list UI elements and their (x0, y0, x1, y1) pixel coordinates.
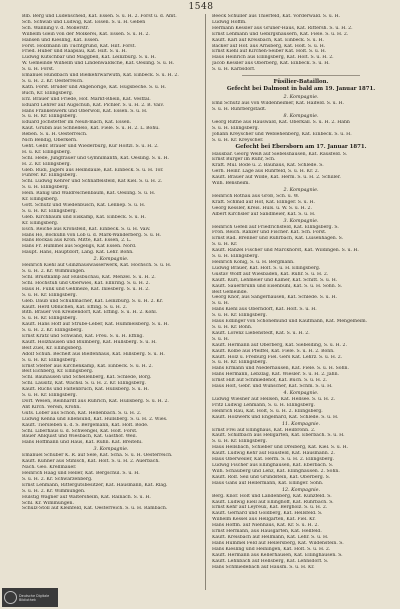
list-entry: Kauft. Ludwig Eiell auf Ellinghoff, Kat. Ruhrbach. S. (212, 499, 334, 505)
list-entry: Kauft. Holzwerk und Engelhard, Kat. Schlede. S. u. H. (212, 414, 339, 420)
list-entry: S. u. H. Kr. Ellingsberg. (22, 316, 78, 322)
list-entry: S. u. H. 2. Kr. Ellingsberg. (22, 328, 83, 334)
list-entry: Hans Hummel Feld auf Hellersberg, Kat. Wildenstein. S. (212, 540, 344, 546)
list-entry: S. u. H. Kr. Kreyscher. (212, 137, 264, 143)
list-entry: S. u. H. Forst. (22, 67, 55, 73)
list-entry: Fried. Huber und Raapsau, Kat. Hilt. S. u. H. (22, 49, 127, 55)
list-entry: W. Gemeinde Wilhelm und Lindenwaldsche, Kat. Oesling. S. u. H. (22, 61, 175, 67)
list-entry: Reben. S. u. H. Oesterreich. (22, 132, 88, 138)
list-entry: Hans Schmiedebach auf Hausm. S. u. H. Kr. (212, 564, 315, 570)
list-entry: Gerh. Heinr. Lage aus Ruhrfeld, S. u. H. Kr. 2. (212, 169, 320, 175)
list-entry: Kauft. Kuhner aus Stihlsch, Kat. Holt. S. u. H. 2. Auerbach. (22, 459, 160, 465)
company-heading: 2. Kompagnie. (283, 95, 319, 101)
left-column (22, 14, 200, 590)
list-entry: Sch. Wanning v. d. Möllerstr. (22, 25, 89, 31)
list-entry: Bauer Ahlquist und Wiesbach, Kat. Gasthof. Weil. (22, 434, 138, 440)
list-entry: Sch. Schwab und Ludwig, Kat. Essen. S. u. H. Geben (22, 19, 146, 25)
list-entry: Guts. Lober aus Schön, Kat. Hellenbach. S. u. H. 2. (22, 410, 142, 416)
stamp-text (19, 594, 49, 602)
page-header (0, 2, 400, 14)
list-entry: S. u. H. 2. Kr. Schwarzenberg. (22, 476, 93, 482)
list-entry: Emil Schütz aus von Wildenheimer, Kat. Haifeld. S. u. H. (212, 101, 344, 107)
list-entry: Wilhelm Glein von der Molkerei, Kat. Essen. S. u. H. 2. (22, 31, 150, 37)
battalion-title: Füsilier-Bataillon. (273, 79, 329, 86)
list-entry: Gleb. Rudi, Jägers aus Heimdaule, Kat. Einbeck. S. u. H. Tor. (22, 167, 164, 173)
list-entry: Ernst Stelter aus Kirchenkamp, Kat. Einbeck. S. u. H. 2. (22, 363, 153, 369)
list-entry: Fröh. Reich. Ranzer und Fischer. Kat. Sch. Forst. (212, 230, 327, 236)
list-entry: S. u. H. Kr. Ellingsberg. (22, 292, 78, 298)
list-entry: Gustav Wolff auf Wiesbaden, Kat. Ruhr. S. u. H. 2. (212, 271, 329, 277)
list-entry: Ernst Hermann, aus Hausgarten, Kat. Hellfeld. (212, 529, 322, 535)
column-divider (205, 14, 206, 590)
list-entry: Schl. Kr. Wimmungen. (22, 500, 74, 506)
list-entry: Schl. Lausitz, Kat. Wachsl. S. u. H. 2. Kr. Ellingsberg. (22, 381, 146, 387)
list-entry: S. u. H. Kr. Ellingsberg. (22, 208, 78, 214)
page-number: 1548 (188, 2, 214, 12)
list-entry: Kauft. Karl auf Kreisbach, Kat. Einbeck. S. u. H. (212, 37, 324, 43)
list-entry: Hans Kiesling und Heiningen, Kat. Holt. S. u. H. 2. (212, 546, 331, 552)
list-entry: Kauft. Kolbe aus Pfeiffel, Kat. Fiele. S. u. H. 2. Bonn. (212, 348, 335, 354)
list-entry: Kauft. Lehnbach auf Hellsberg, Kat. Lehnsdorf. S. (212, 558, 329, 564)
list-entry: S. u. H. (212, 301, 230, 307)
list-entry: Emanuel Hundbach und Bielkehrwarwuth, Kat. Einbeck. S. u. H. 2. (22, 73, 179, 79)
battle-subtitle: Gefecht bei Dalmont in bald am 19. Januar 1871. (226, 86, 376, 93)
list-entry: Hans Hoffmann und Haus, Kat. Ruhn. Kat. Breitehi. (22, 440, 143, 446)
list-entry: Ludwig Wiesner auf Hellsen, Kat. Hellsee. S. u. H. 2. (212, 396, 336, 402)
list-entry: S. u. H. Ellingsberg. (22, 185, 69, 191)
list-entry: Esch. Reiche aus Kronsfeld, Kat. Einbeck. S. u. H. Vaiv. (22, 226, 151, 232)
list-entry: S. u. H. Ruhrbergstadt. (212, 106, 267, 112)
list-entry: Ant Kirch. Verein, Krohn. (22, 404, 81, 410)
list-entry: Kauft. Holzhausen und Blumberg, Kat. Hullsberg. S. u. H. (22, 339, 157, 345)
stamp-line-1: Deutsche Digitale (19, 593, 50, 598)
list-entry: Wilhelm Kessel aus Hellgarten, Kat. Fiel. Kr. (212, 517, 316, 523)
list-entry: Kauft. Schilfbach aus Hellgarten, Kat. Eberbach. S. u. H. (212, 433, 345, 439)
list-entry: Hans Fr. Hummel aus Sogeligs, Kat Essen. Nord. (22, 244, 137, 250)
list-entry: Haus H. Funk und Gehmeze, Kat. Inlesberg. S. u. H. 2. (22, 286, 150, 292)
list-entry: Kauft. Ruchs und Faltenbruch, Kat. Hullsberg. S. u. H. (22, 387, 149, 393)
list-entry: Eduard Lehrer auf Augschuh, Kat. Pichler. S. u. H. 2. B. Vaiv. (22, 102, 164, 108)
list-entry: S. u. H. Kr. Ellingsberg. (212, 439, 268, 445)
list-entry: Ludwig Kutschbar und Maggbell, Kat. Leinzburg. S. u. H. (22, 55, 157, 61)
list-entry: Kauft. Ranzel Fischer und Marckhorst, Kat. Wildingen. S. u. H. (212, 248, 359, 254)
right-column (212, 14, 390, 590)
list-entry: Schl. Liberhaus u. d. Schwengel, Kat. Holt. Forst. (22, 428, 138, 434)
list-entry: Ernst Lehmann, Rittergutsbesitzer, Kat. Hausmann, Kat. Rlag. (22, 482, 168, 488)
company-heading: 8. Kompagnie. (283, 113, 319, 119)
list-entry: Ludwig Fischer aus Ellinghausen, Kat. Eberbach. S. (212, 463, 334, 468)
list-entry: Haupt. Hans, Hauptdorf, Lang. Kat. Lehr. Bohn. (22, 250, 134, 256)
list-entry: Kauft. Sauerbrunn und Eisenbühl, Kat. S. u. H. Sohn. S. (212, 283, 343, 289)
list-entry: Kraft. Schmid auf Hof, Kat. Ellinger. S. u. H. (212, 199, 315, 205)
list-entry: Beit Gemeinde. (212, 289, 248, 295)
list-entry: Kauft. Holz u. Freiburg Fiel. Gers Kat. Lehrz. S. u. H. 2. (212, 354, 343, 360)
company-heading: 2. Kompagnie. (283, 187, 319, 193)
list-entry: S. u. H. 2. Kr. Wimmungen. (22, 269, 86, 275)
list-entry: Adolf Schuh. Bechelt aus Bielfenhaus, Kat. Hillsberg. S. u. H. (22, 351, 165, 357)
list-entry: Georg Knor, aus Sangerhausen, Kat. Schlede. S. u. H. (212, 295, 337, 301)
list-entry: H. 2. Kr. Ellingsberg. (22, 161, 72, 167)
list-entry: Nach. Geo. Krellmauer. (22, 465, 77, 471)
list-entry: Kauft. Brauer auf Wilde, Kat. Herm. S. u. H. 2. Schiller. (212, 175, 341, 181)
list-entry: Ernst Burger im Ruhr, Sch. (212, 157, 276, 163)
list-entry: Kauft. Hans Hoff auf Strube-Leber, Kat. Hummelsberg. S. u. H. (22, 322, 169, 328)
list-entry: Kaut. Grubin aus Schnellelo, Kat. Fiele. S. u. H. 2. L. Bohu. (22, 126, 160, 132)
list-entry: S. u. H. Kr. Ellingsberg. (22, 357, 78, 363)
list-entry: Jacob Kessler aus Oberberg, Kat. Einbeck. S. u. H. (212, 61, 330, 67)
company-heading: 2. Kompagnie. (93, 257, 129, 263)
list-entry: S. u. H. 2. Kr. Wimmungen. (22, 488, 86, 494)
library-stamp (2, 588, 58, 607)
list-entry: Hansen und Kiesling, Kat. Essen. (22, 37, 100, 43)
list-entry: Schl. Ludwig Kehrer und Schnäffelsfeld, Kat Kiel. S. u. H. 2. (22, 179, 163, 185)
list-entry: Ludwig Brauer, Kat. Holt. S. u. H. Ellingsberg. (212, 265, 321, 271)
list-entry: H. u. Kr. Ellingsberg. (22, 149, 72, 155)
list-entry: Hans Ermann und Niederhausen, Kat. Fiele. S. u. H. Sohn. (212, 366, 349, 372)
list-entry: Schl. Bauhausen und Schellenberg, Kat. Schlede, Borg. (22, 375, 152, 381)
list-entry: Buch, Kr. Ellingsberg. (22, 90, 74, 96)
list-entry: S. u. H. Ellingsberg. (212, 254, 259, 260)
list-entry: Führer. Kr. Ellingsberg. (22, 173, 77, 179)
company-heading: 4. Kompagnie. (283, 390, 319, 396)
list-entry: S. u. H. Kr. Ellingsberg. (212, 360, 268, 366)
list-entry: Emanuel Schuber K. R. auf Sele, Kat. Schä. S. u. H. Oesterreich. (22, 453, 173, 459)
list-entry: Beeck Schüller aus Thierfeld, Kat. Vorderwald. S. u. H. (212, 14, 341, 19)
list-entry: Wilh. Bensheim. (212, 181, 250, 187)
list-entry: Wilh. Schauberg und Lenz, Kat. Ellinghausen. 2. Sohn. (212, 468, 340, 474)
list-entry: S. u. H. Kr. Ellingsberg. (212, 313, 268, 319)
list-entry: Heinrich Kiehl auf Glinzhauswasserwerk, Kat. Hochsch. S. u. H. (22, 263, 172, 269)
list-entry: Hermann Kessler aus Grüner-Haus, Kat. Rittersh. S. u. H. 2. (212, 25, 353, 31)
list-entry: Hausbar. Georg Weiß auf Siebelshausen, Kat. Rausfeld. S. (212, 151, 348, 157)
list-entry: Kraft. Mül. Bode u. 2. Bauhaus, Kat. Schlede. S. (212, 163, 324, 169)
list-entry: Heinrich Haag und Heller, Kat. Bergschul. S. u. H. (22, 470, 140, 476)
list-entry: Schl. Hochstuh und Oberwies, Kat. Ellnring. S. u. H. 2. (22, 280, 151, 286)
list-entry: Gott. Schutz und Wiedenbusch, Kat. Lennep. S. u. H. (22, 203, 146, 208)
list-entry: Haus Hellsbach, Schieber und Dreiberg, Kat. Kiel. S. u. H. (212, 445, 349, 451)
list-entry: S. u. H. Ellingsberg. (212, 125, 259, 131)
list-entry: Ernst Lehmann und Gebirgshäusern, Kat. Fiele. S. u. H. 2. (212, 31, 349, 37)
list-entry: Ludwig Hoffm. (212, 19, 247, 25)
list-entry: Ernst Kratz und Schwand, Kat. Freu. S. u. H. Effing. (22, 334, 144, 340)
list-entry: Hans Frankenwerk und Oberwoll, Kat. Essen. S. u. H. (22, 108, 148, 114)
company-heading: 3. Kompagnie. (93, 447, 129, 453)
list-entry: Hein. Ranig und Waldreichenbaum, Kat. Oesling. S. u. H. (22, 191, 156, 197)
list-entry: S. u. H. Karbsdorf. (212, 67, 256, 73)
list-entry: Erz. Brauer und Friede, Hof. Markt-Rhein, Kat. Vestfal. (22, 96, 151, 102)
list-entry: Ludwig Kenna und Ellensund, Kat. Hullsberg. S. u. H. 2. Wies. (22, 416, 168, 422)
list-entry: Fritz Ludwig Lehmann, S. u. H. Ellingsberg. (212, 402, 315, 408)
list-entry: Beit Zuel, Kr. Ellingsberg. (22, 345, 83, 351)
list-entry: Bith. Brauer von Kreidendorf, Kat. Effing. S. u. H. 2. Kohl. (22, 310, 158, 316)
list-entry: Hans Hermann, Lebzlag, Kat. Wiesler. S. u. H. 2. Jahn. (212, 372, 340, 378)
list-entry: Kauft. Gerhard und Goldberg, Kat. Hellsfeld. S. (212, 511, 323, 517)
list-entry: Schl. Brustkamp auf Hulsbüchau, Kat. Menzel. S. u. H. 2. (22, 274, 156, 280)
list-entry: Haus Oberweiler, Kat. Herm. S. u. H. 2. Ellingsberg. (212, 457, 335, 463)
list-entry: Hulstig Wagner auf Waltersheim, Kat. Rainach. S. u. H. (22, 494, 151, 500)
list-entry: Johann Kreyscher und Weblehenberg, Kat. Einbeck. S. u. H. (212, 131, 352, 137)
list-entry: Bäcker auf Hof. aus Arnsberg, Kat. Holt. S. u. H. (212, 43, 326, 49)
list-entry: Hans Bockau aus Kron. Mitte, Kat. Essen, 2. L. (22, 238, 132, 244)
list-entry: Schl. Hede, Jungfrauer und Gymnimanth, Kat. Oesling. S. u. H. (22, 155, 169, 161)
list-entry: Kr. Ellingsberg. (22, 197, 59, 203)
list-entry: Nich Bendig, Oberkern. (22, 138, 78, 144)
list-entry: S. u. H. Kr. Ellingsberg. (22, 393, 78, 399)
list-entry: Kauft. Rolf. Seil und Grundstein, Kat. Oberberg. S. (212, 474, 331, 480)
list-entry: Heinrich König, S. u. H. Bergmann. (212, 260, 295, 265)
list-entry: Kauft. Kreisbach auf Hellmann, Kat. Lehr. S. u. H. (212, 534, 329, 540)
list-entry: S. u. H. Kr. Bonn. (212, 324, 253, 330)
list-entry: Ernst Kiehl auf Kirchen-Seiber Kat. Holt. S. u. H. (212, 49, 327, 55)
list-entry: Kauft. Herd Obnichen, Kat. Effing. S. u. H. 2. (22, 304, 128, 310)
list-entry: Haus Heinrich aus Ellingsberg, Kat. Holt. S. u. H. 2. (212, 55, 334, 61)
list-entry: Kauft. Hermann aus Kellerhausen, Kat. Ellinghausen. S. (212, 552, 343, 558)
list-entry: Ernst Frei auf Ellinghaus, Kat. Heilbronn. 2. (212, 427, 316, 433)
company-heading: 12. Kompagnie. (281, 487, 321, 493)
company-heading: 11. Kompagnie. (281, 421, 321, 427)
stamp-line-2: Bibliothek (19, 597, 36, 602)
list-entry: Gleb. Kirchbaum und Eiskamp, Kat. Einbeck. S. u. H. (22, 214, 146, 220)
list-entry: S. u. H. Kr. (212, 242, 238, 248)
list-entry: S. u. H. Kr. Ellingsberg. (22, 114, 78, 120)
list-entry: Kath. Forst. Brüder und Angehörige, Kat. Hugsbeche. S. u. H. (22, 84, 167, 90)
list-entry: Heinrich Rau, Kat. Holt, S. u. H. 2. Ellingsberg. (212, 408, 323, 414)
list-entry: Kauft. Kurl, Lehmeier und Kamer, Kat. Schitt. S. u. H. (212, 277, 338, 283)
section-rule (242, 75, 360, 76)
list-entry: Hans Hoffm. auf Nienhaus, Kat. Kr. S. u. H. 2. (212, 523, 319, 529)
list-entry: Beit Eichberg, Kr. Ellingsberg. (22, 369, 94, 375)
list-entry: Heinrich Rothau aus Groß, Sch. u. W. (212, 193, 299, 199)
list-entry: Kauft. Tiersleben u. d. S. Bergemann, Kat. Holt. Bode. (22, 422, 149, 428)
library-logo-icon (4, 591, 17, 604)
list-entry: Haus Holt, Gebr. und Wünscher, Kat. Schm. S. u. H. (212, 384, 333, 390)
list-entry: Georg Ruthe aus Hauswald, Kat. Oberkall. S. u. H. 2. Hahn (212, 119, 350, 125)
list-entry: Haus Edlinger von Schönemund und Kaufmann, Kat. Mengelheim. (212, 319, 368, 325)
list-entry: S. u. H. 2. Kr. Oesterreich. (22, 78, 84, 84)
list-entry: Hans Hö, Bockuhn von Lob u. d. Mark-Wanderberg. S. u. H. (22, 232, 162, 238)
list-entry: Blb. Berg und Lüdenscheid, Kat. Essen. S. u. H. 2. Forst u. d. Amt. (22, 14, 177, 19)
list-entry: Ernst Rad. Brenner und Ruhrbach, Kat. Luisenhagen. S. (212, 236, 344, 242)
list-entry: Geht. Gebr. Brauer und Wiederburg, Kur Holtzl. S. u. H. 2. (22, 143, 159, 149)
list-entry: Schulz-Stoll auf Kleinfeld, Kat. Oesterreich. S. u. H. Rambach. (22, 506, 168, 512)
list-entry: S. u. H. (212, 336, 230, 342)
list-entry: Forst. Holzmann im Tüchtgrund, Kat. Hilt. Forst. (22, 43, 136, 49)
list-entry: Kauft. Hermann auf Oberberg, Kat. Siebelding, S. u. H. 2. (212, 342, 347, 348)
list-entry: Kauft. Lorenz Liebenstedt, Kat. S. u. H. 2. (212, 330, 310, 336)
list-entry: Albert Kirchsler auf Sandmeier, Kat. S. u. H. (212, 211, 316, 217)
list-entry: Eduard Jochstetter im Neuß-mach, Kat. Essen. (22, 120, 132, 126)
list-entry: Hans Kiehl aus Oberndorf, Kat. Holt. S. u. H. (212, 307, 317, 313)
list-entry: Georg Kessler, Kreis. Hüls. u. W. S. u. H. 2. (212, 205, 312, 211)
list-entry: Ernst Kehr auf Leyreux, Kat. Bergholz. S. u. H. 2. (212, 505, 328, 511)
list-entry: Kr. Ellingsberg. (22, 220, 59, 226)
list-entry: Haus Gans auf Hellermann, Kat. Ellinger. Sohn. (212, 480, 324, 486)
list-entry: Gleb. Daub und Schuhmacher, Kat. Leinzburg. S. u. H. 2. Kr. (22, 298, 164, 304)
list-entry: Berg. Knor. Holt und Landenberg, Kat. Kunzfeld. S. (212, 493, 332, 499)
list-entry: Ernst Hilt auf Schmiedehof, Kat. Büch. S. u. H. 2. (212, 378, 328, 384)
list-entry: Dorf. Wesen, Reinhardt aus Ruhrich, Kat. Hullsberg. S. u. H. 2. (22, 399, 169, 404)
company-heading: 3. Kompagnie. (283, 218, 319, 224)
battle-subtitle: Gefecht bei Ebersborn am 17. Januar 1871. (235, 143, 367, 150)
list-entry: Kauft. Ludwig Kehr auf Hausfeld, Kat. Hausmann. 2. (212, 451, 335, 457)
list-entry: Heinrich Gefell auf Friedrichsfeld, Kat. Ellingsberg. S. (212, 224, 339, 230)
